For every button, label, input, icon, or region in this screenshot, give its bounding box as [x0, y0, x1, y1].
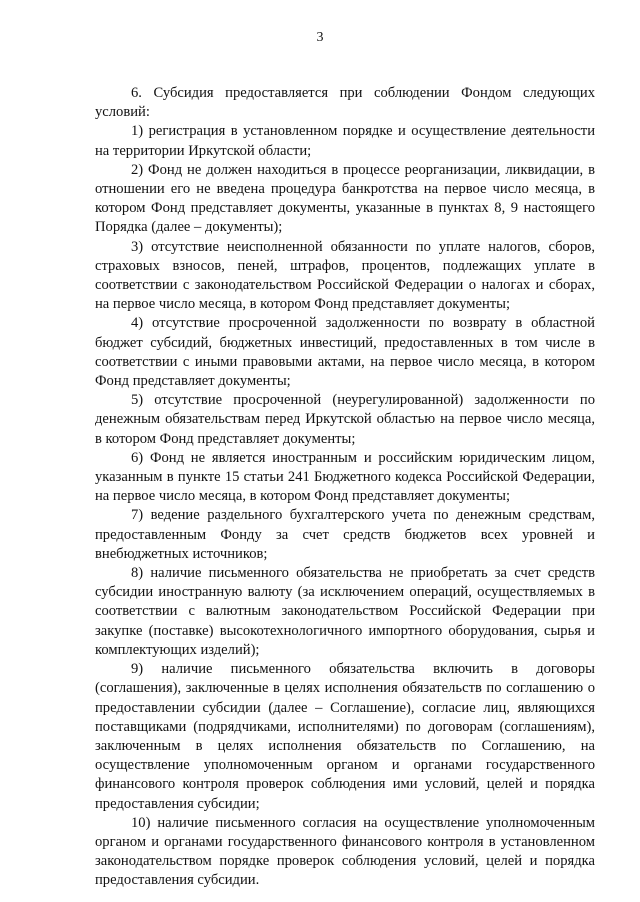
condition-3: 3) отсутствие неисполненной обязанности по уплате налогов, сборов, страховых взносов, пеней, штрафов, процентов, подлежащих уплате в соответствии с законодательством Российской Федерации о налогах и сборах, на первое число месяца, в котором Фонд представляет документы; [95, 238, 595, 313]
condition-1: 1) регистрация в установленном порядке и осуществление деятельности на территории Иркутской области; [95, 123, 595, 159]
condition-9: 9) наличие письменного обязательства включить в договоры (соглашения), заключенные в целях исполнения обязательств по соглашению о предоставлении субсидии (далее – Соглашение), согласие лиц, являющихся поставщиками (подрядчиками, исполнителями) по договорам (соглашениям), заключенным в целях исполнения обязательств по Соглашению, на осуществление уполномоченным органом и органами государственного финансового контроля проверок соблюдения ими условий, целей и порядка предоставления субсидии; [95, 661, 595, 812]
condition-7: 7) ведение раздельного бухгалтерского учета по денежным средствам, предоставленным Фонду за счет средств бюджетов всех уровней и внебюджетных источников; [95, 507, 595, 562]
condition-4: 4) отсутствие просроченной задолженности по возврату в областной бюджет субсидий, бюджетных инвестиций, предоставленных в том числе в соответствии с иными правовыми актами, на первое число месяца, в котором Фонд представляет документы; [95, 315, 595, 390]
document-body [95, 84, 595, 891]
condition-5: 5) отсутствие просроченной (неурегулированной) задолженности по денежным обязательствам перед Иркутской областью на первое число месяца, в котором Фонд представляет документы; [95, 392, 595, 447]
condition-2: 2) Фонд не должен находиться в процессе реорганизации, ликвидации, в отношении его не введена процедура банкротства на первое число месяца, в котором Фонд представляет документы, указанные в пунктах 8, 9 настоящего Порядка (далее – документы); [95, 161, 595, 236]
condition-10: 10) наличие письменного согласия на осуществление уполномоченным органом и органами государственного финансового контроля в установленном законодательством порядке проверок соблюдения условий, целей и порядка предоставления субсидии. [95, 814, 595, 889]
condition-8: 8) наличие письменного обязательства не приобретать за счет средств субсидии иностранную валюту (за исключением операций, осуществляемых в соответствии с валютным законодательством Российской Федерации при закупке (поставке) высокотехнологичного импортного оборудования, сырья и комплектующих изделий); [95, 565, 595, 658]
condition-6: 6) Фонд не является иностранным и российским юридическим лицом, указанным в пункте 15 статьи 241 Бюджетного кодекса Российской Федерации, на первое число месяца, в котором Фонд представляет документы; [95, 449, 595, 505]
page-number: 3 [316, 30, 324, 45]
paragraph-6-intro: 6. Субсидия предоставляется при соблюдении Фондом следующих условий: [95, 85, 595, 121]
